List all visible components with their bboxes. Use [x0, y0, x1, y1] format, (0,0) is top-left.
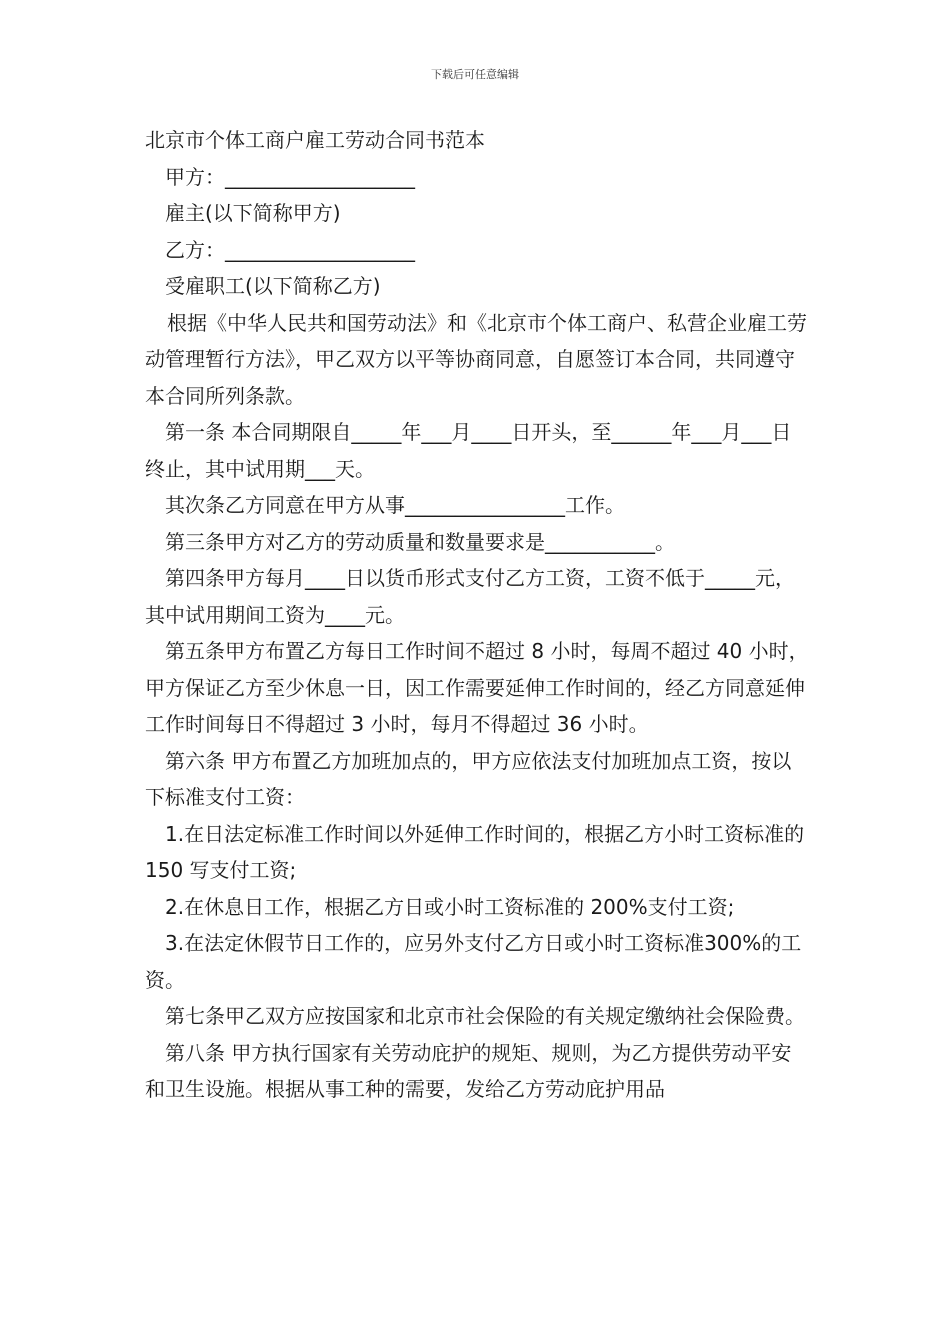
- article-5: 第五条甲方布置乙方每日工作时间不超过 8 小时，每周不超过 40 小时，甲方保证乙方至少休息一日，因工作需要延伸工作时间的，经乙方同意延伸工作时间每日不得超过 3 小时，每月不得超过 36 小时。: [145, 639, 809, 736]
- article-1: 第一条 本合同期限自_____年___月____日开头，至______年___月___日终止，其中试用期___天。: [145, 420, 792, 481]
- article-6-item-2: 2.在休息日工作，根据乙方日或小时工资标准的 200%支付工资;: [165, 894, 735, 919]
- preamble-paragraph: 根据《中华人民共和国劳动法》和《北京市个体工商户、私营企业雇工劳动管理暂行方法》，甲乙双方以平等协商同意，自愿签订本合同，共同遵守本合同所列条款。: [145, 310, 807, 408]
- article-2: 其次条乙方同意在甲方从事________________工作。: [165, 493, 625, 517]
- party-b-line: 乙方：___________________: [165, 237, 415, 262]
- article-7: 第七条甲乙双方应按国家和北京市社会保险的有关规定缴纳社会保险费。: [165, 1004, 805, 1028]
- document-title: 北京市个体工商户雇工劳动合同书范本: [145, 128, 485, 152]
- party-a-description: 雇主(以下简称甲方): [165, 201, 341, 225]
- article-6-item-3: 3.在法定休假节日工作的，应另外支付乙方日或小时工资标准300%的工资。: [145, 931, 802, 992]
- party-a-line: 甲方：___________________: [165, 164, 415, 189]
- article-6-item-1: 1.在日法定标准工作时间以外延伸工作时间的，根据乙方小时工资标准的 150 写支付工资;: [145, 821, 805, 882]
- article-6: 第六条 甲方布置乙方加班加点的，甲方应依法支付加班加点工资，按以下标准支付工资：: [145, 748, 792, 809]
- document-body: [145, 122, 810, 1108]
- article-8: 第八条 甲方执行国家有关劳动庇护的规矩、规则，为乙方提供劳动平安和卫生设施。根据从事工种的需要，发给乙方劳动庇护用品: [145, 1040, 792, 1101]
- article-3: 第三条甲方对乙方的劳动质量和数量要求是___________。: [165, 529, 675, 554]
- party-b-description: 受雇职工(以下简称乙方): [165, 274, 381, 298]
- page-header-note: 下载后可任意编辑: [431, 68, 519, 81]
- article-4: 第四条甲方每月____日以货币形式支付乙方工资，工资不低于_____元，其中试用期间工资为____元。: [145, 566, 795, 627]
